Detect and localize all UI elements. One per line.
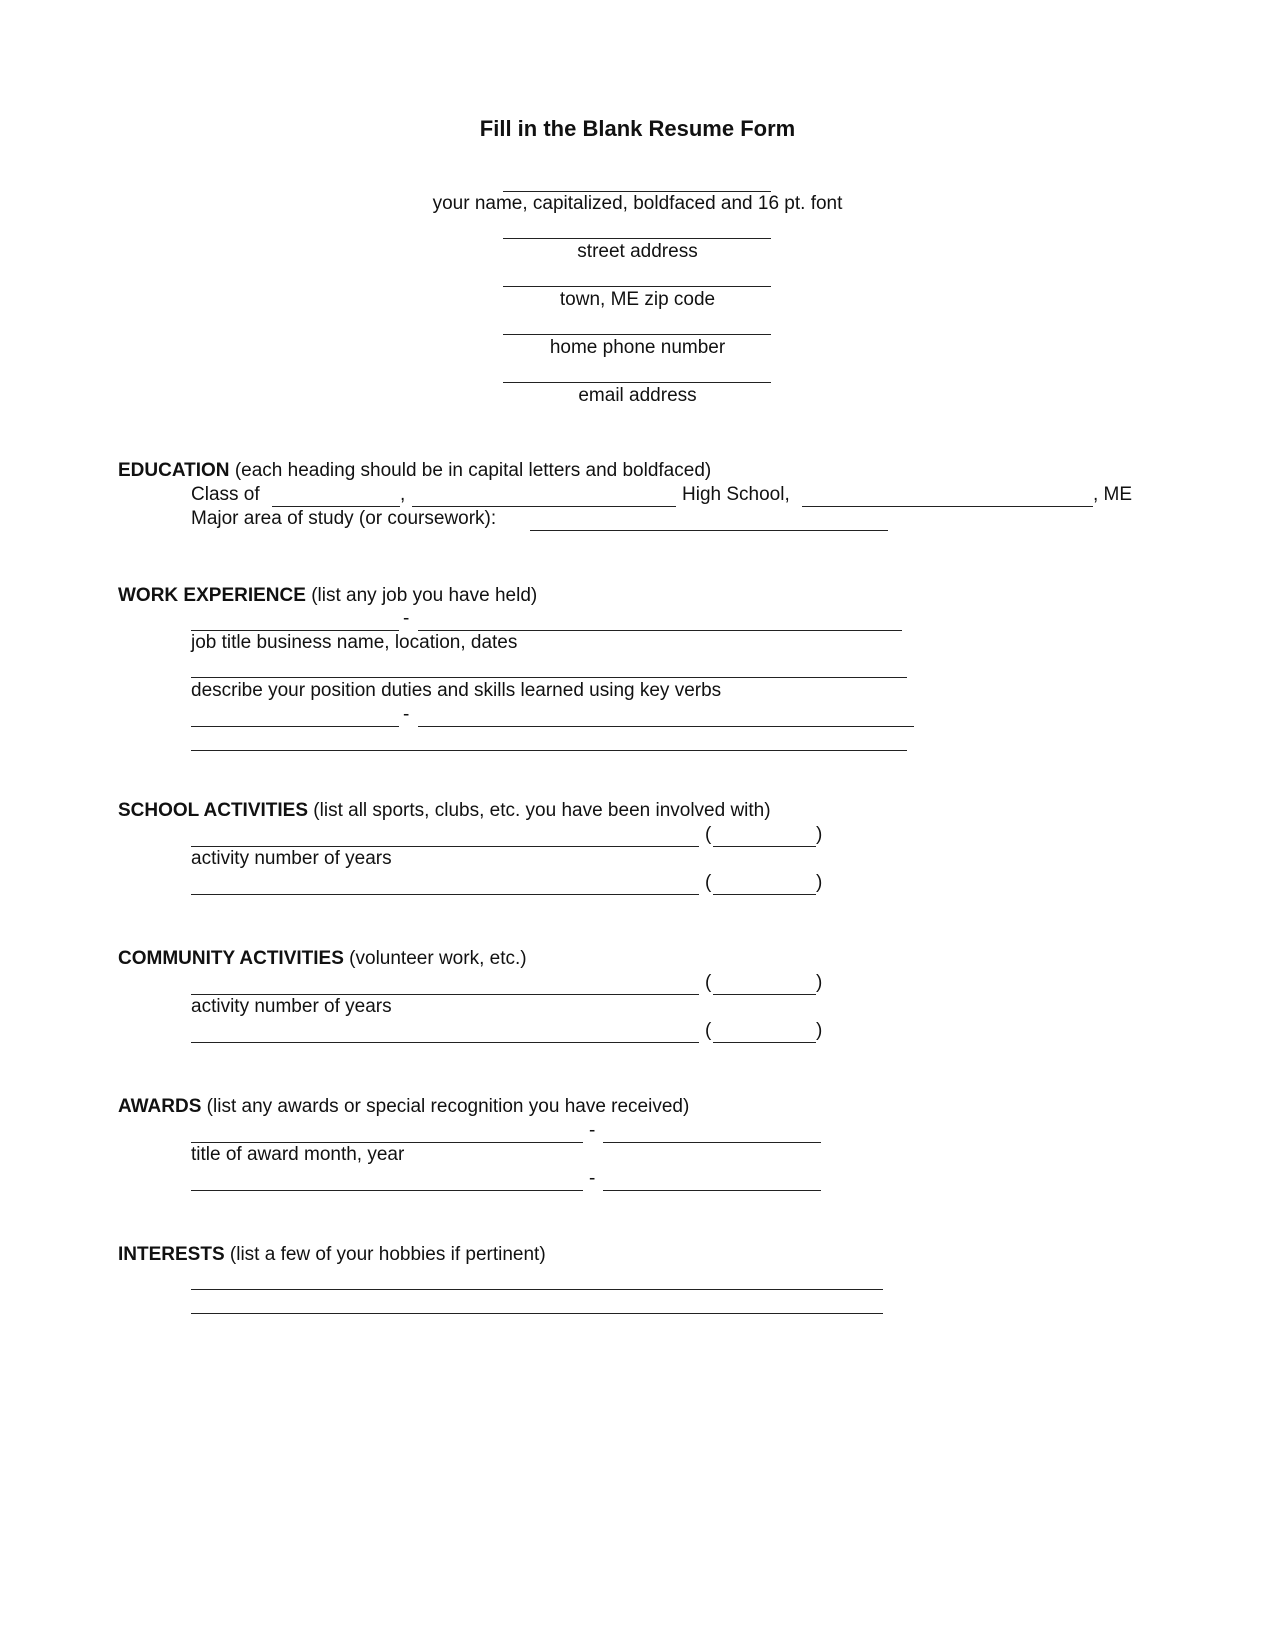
work-job1-business-line[interactable] bbox=[418, 630, 902, 631]
school-heading-label: SCHOOL ACTIVITIES bbox=[118, 800, 309, 821]
work-caption-duties: describe your position duties and skills learned using key verbs bbox=[191, 680, 722, 701]
education-heading-label: EDUCATION bbox=[118, 460, 230, 481]
town-zip-line[interactable] bbox=[503, 286, 771, 287]
interests-heading-note: (list a few of your hobbies if pertinent) bbox=[224, 1244, 546, 1265]
community-activity1-open-paren: ( bbox=[705, 972, 712, 993]
community-activity2-years-line[interactable] bbox=[713, 1042, 816, 1043]
school-caption: activity number of years bbox=[191, 848, 392, 869]
community-heading-label: COMMUNITY ACTIVITIES bbox=[118, 948, 344, 969]
work-job2-title-line[interactable] bbox=[191, 726, 399, 727]
page-title: Fill in the Blank Resume Form bbox=[479, 116, 796, 141]
school-activity1-open-paren: ( bbox=[705, 824, 712, 845]
street-address-line[interactable] bbox=[503, 238, 771, 239]
work-job2-duties-line[interactable] bbox=[191, 750, 907, 751]
school-activity2-close-paren: ) bbox=[816, 872, 823, 893]
school-activity1-line[interactable] bbox=[191, 846, 699, 847]
community-caption: activity number of years bbox=[191, 996, 392, 1017]
community-activity1-close-paren: ) bbox=[816, 972, 823, 993]
work-heading-label: WORK EXPERIENCE bbox=[118, 585, 306, 606]
work-job2-business-line[interactable] bbox=[418, 726, 914, 727]
interests-heading bbox=[118, 1244, 546, 1266]
major-label: Major area of study (or coursework): bbox=[191, 508, 497, 529]
awards-heading-note: (list any awards or special recognition you have received) bbox=[201, 1096, 690, 1117]
school-activity1-years-line[interactable] bbox=[713, 846, 816, 847]
awards-caption: title of award month, year bbox=[191, 1144, 405, 1165]
community-activity2-open-paren: ( bbox=[705, 1020, 712, 1041]
community-activity1-line[interactable] bbox=[191, 994, 699, 995]
work-job1-duties-line[interactable] bbox=[191, 677, 907, 678]
work-caption-job: job title business name, location, dates bbox=[191, 632, 518, 653]
town-zip-caption: town, ME zip code bbox=[559, 289, 716, 310]
work-heading-note: (list any job you have held) bbox=[305, 585, 538, 606]
interests-line-2[interactable] bbox=[191, 1313, 883, 1314]
school-heading bbox=[118, 800, 771, 822]
award1-date-line[interactable] bbox=[603, 1142, 821, 1143]
education-heading-note: (each heading should be in capital letters and boldfaced) bbox=[229, 460, 712, 481]
major-line[interactable] bbox=[530, 530, 888, 531]
home-phone-line[interactable] bbox=[503, 334, 771, 335]
interests-line-1[interactable] bbox=[191, 1289, 883, 1290]
school-heading-note: (list all sports, clubs, etc. you have been involved with) bbox=[308, 800, 771, 821]
school-activity2-line[interactable] bbox=[191, 894, 699, 895]
community-activity2-line[interactable] bbox=[191, 1042, 699, 1043]
state-label: , ME bbox=[1093, 484, 1133, 505]
school-activity1-close-paren: ) bbox=[816, 824, 823, 845]
award2-date-line[interactable] bbox=[603, 1190, 821, 1191]
class-comma: , bbox=[400, 484, 406, 505]
class-year-line[interactable] bbox=[272, 506, 400, 507]
awards-heading-label: AWARDS bbox=[118, 1096, 202, 1117]
high-school-label: High School, bbox=[682, 484, 790, 505]
interests-heading-label: INTERESTS bbox=[118, 1244, 225, 1265]
awards-heading bbox=[118, 1096, 689, 1118]
award2-dash: - bbox=[589, 1168, 596, 1189]
school-town-line[interactable] bbox=[802, 506, 1093, 507]
email-line[interactable] bbox=[503, 382, 771, 383]
name-caption: your name, capitalized, boldfaced and 16 pt. font bbox=[432, 193, 843, 214]
community-heading-note: (volunteer work, etc.) bbox=[343, 948, 527, 969]
community-activity1-years-line[interactable] bbox=[713, 994, 816, 995]
work-job1-title-line[interactable] bbox=[191, 630, 399, 631]
contact-block bbox=[0, 0, 1275, 420]
work-job1-dash: - bbox=[403, 608, 410, 629]
work-job2-dash: - bbox=[403, 704, 410, 725]
email-caption: email address bbox=[578, 385, 697, 406]
school-activity2-years-line[interactable] bbox=[713, 894, 816, 895]
street-address-caption: street address bbox=[577, 241, 698, 262]
school-activity2-open-paren: ( bbox=[705, 872, 712, 893]
award1-dash: - bbox=[589, 1120, 596, 1141]
community-heading bbox=[118, 948, 527, 970]
class-of-label: Class of bbox=[191, 484, 260, 505]
home-phone-caption: home phone number bbox=[549, 337, 726, 358]
high-school-name-line[interactable] bbox=[412, 506, 676, 507]
award2-title-line[interactable] bbox=[191, 1190, 583, 1191]
name-line[interactable] bbox=[503, 191, 771, 192]
community-activity2-close-paren: ) bbox=[816, 1020, 823, 1041]
award1-title-line[interactable] bbox=[191, 1142, 583, 1143]
work-heading bbox=[118, 585, 537, 607]
education-heading bbox=[118, 460, 711, 482]
